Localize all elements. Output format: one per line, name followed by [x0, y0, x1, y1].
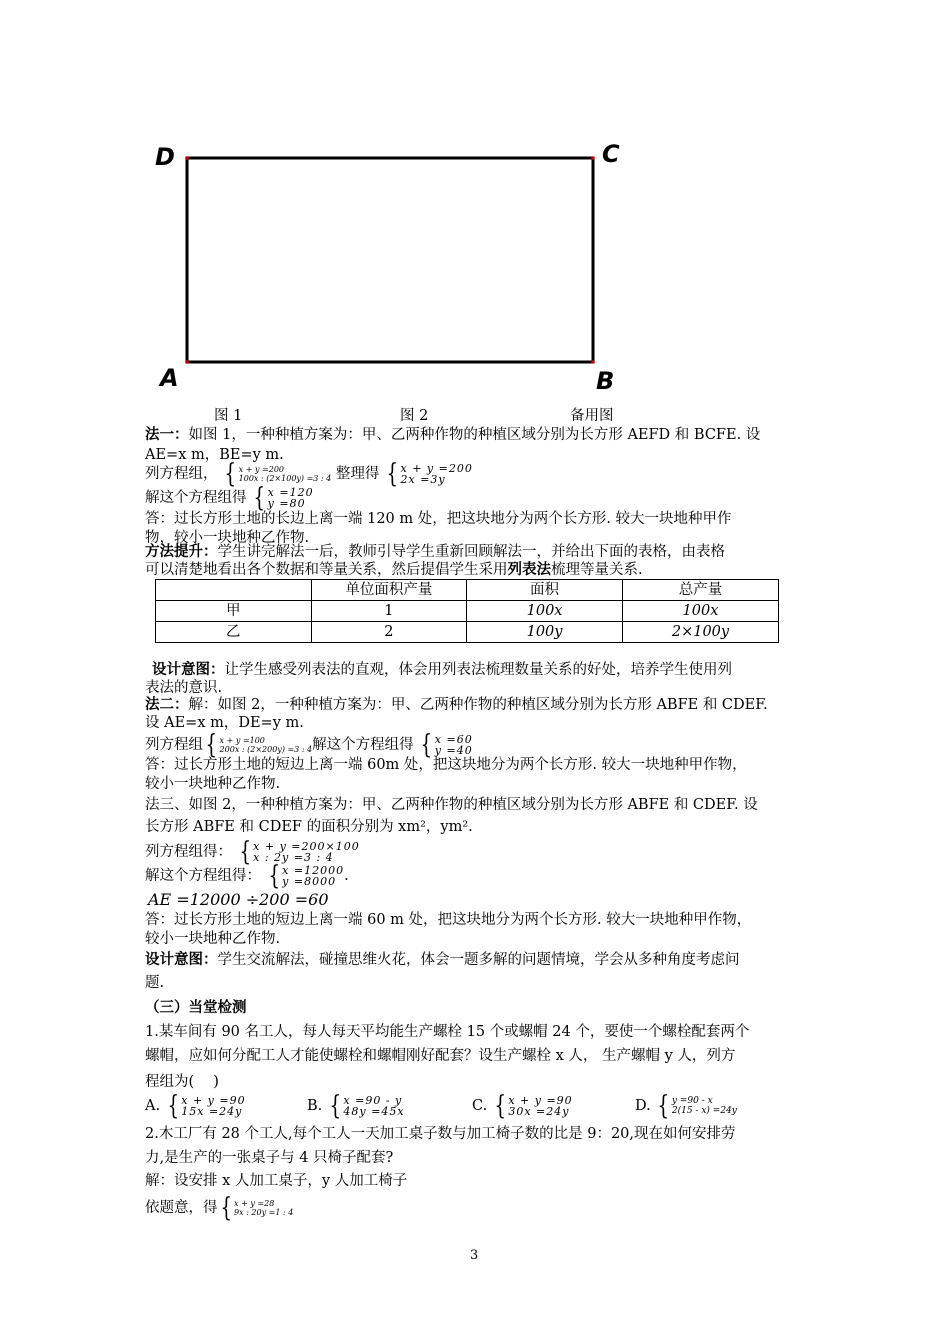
table-row: [156, 601, 779, 622]
fa3-line1: 法三、如图 2，一种种植方案为：甲、乙两种作物的种植区域分别为长方形 ABFE 和 CDEF. 设: [145, 797, 758, 813]
fa1-solution: { x =120 y =80: [253, 483, 314, 513]
table-cell: 100y: [467, 622, 623, 643]
q1-option-d: [635, 1091, 737, 1121]
q1-option-a-eq2: 15x =24y: [181, 1105, 243, 1118]
table-header-cell: 面积: [467, 580, 623, 601]
fa1-title: 法一：: [145, 426, 189, 443]
fa2-sol-y: y =40: [434, 744, 473, 757]
fa3-sol-end: .: [344, 868, 349, 884]
vertex-d: [185, 156, 189, 160]
fa3-setup: [145, 837, 360, 867]
q2-system: { x + y =28 9x : 20y =1 : 4: [219, 1193, 294, 1223]
intent1-line2: 表法的意识.: [145, 680, 223, 696]
fa2-answer-2: 较小一块地种乙作物.: [145, 776, 281, 792]
fa1-solve-label: 解这个方程组得: [145, 490, 247, 506]
q1-option-d-label: D.: [635, 1098, 651, 1114]
fa1-sys2-eq1: x + y =200: [400, 462, 473, 475]
q2-setup-label: 依题意，得: [145, 1200, 218, 1216]
caption-spare-figure: 备用图: [570, 408, 614, 424]
method-upgrade-text2c: 梳理等量关系.: [551, 562, 643, 578]
fa1-sol-x: x =120: [267, 486, 314, 499]
fa2-sys-eq2: 200x : (2×200y) =3 : 4: [219, 745, 313, 754]
q1-option-a: [145, 1091, 246, 1121]
table-cell: 甲: [156, 601, 312, 622]
q1-line1: 1.某车间有 90 名工人，每人每天平均能生产螺栓 15 个或螺帽 24 个，要使一个螺栓配套两个: [145, 1024, 750, 1040]
q2-line3: 解：设安排 x 人加工桌子，y 人加工椅子: [145, 1173, 408, 1189]
q1-option-c-system: { x + y =90 30x =24y: [494, 1091, 573, 1121]
corner-label-d: D: [155, 143, 175, 171]
fa2-sys-eq1: x + y =100: [219, 736, 265, 745]
fa3-solve-label: 解这个方程组得：: [145, 868, 261, 884]
fa2-line2: 设 AE=x m，DE=y m.: [145, 715, 304, 731]
page-number: 3: [470, 1248, 479, 1263]
table-cell: 2: [311, 622, 467, 643]
fa1-line1: [145, 425, 760, 445]
fa3-sol-y: y =8000: [282, 875, 337, 888]
q1-option-d-eq1: y =90 - x: [671, 1096, 713, 1106]
fa1-tidy-label: 整理得: [335, 466, 380, 482]
fa2-sol-x: x =60: [434, 733, 473, 746]
table-header-cell: 单位面积产量: [311, 580, 467, 601]
fa1-system-1: { x + y =200 100x : (2×100y) =3 : 4: [224, 459, 332, 489]
table-cell: 2×100y: [622, 622, 778, 643]
q1-option-d-system: { y =90 - x 2(15 - x) =24y: [657, 1091, 737, 1121]
q1-option-c-eq2: 30x =24y: [508, 1105, 570, 1118]
intent1-line1: [152, 660, 732, 680]
fa1-sys2-eq2: 2x =3y: [400, 473, 446, 486]
fa1-text: 如图 1，一种种植方案为：甲、乙两种作物的种植区域分别为长方形 AEFD 和 BCFE. 设: [188, 427, 761, 443]
table-row: [156, 622, 779, 643]
fa1-sys1-eq2: 100x : (2×100y) =3 : 4: [238, 474, 332, 483]
caption-figure-2: 图 2: [400, 408, 429, 424]
fa3-setup-label: 列方程组得：: [145, 844, 232, 860]
fa3-solution: { x =12000 y =8000: [268, 861, 345, 891]
intent2-line1: [145, 950, 740, 970]
fa2-title: 法二：: [145, 696, 189, 713]
q1-line2: 螺帽，应如何分配工人才能使螺栓和螺帽刚好配套？设生产螺栓 x 人， 生产螺帽 y 人，列方: [145, 1048, 736, 1064]
q1-option-d-eq2: 2(15 - x) =24y: [671, 1106, 737, 1116]
fa3-line2: 长方形 ABFE 和 CDEF 的面积分别为 xm²，ym².: [145, 819, 473, 835]
fa2-line1: [145, 695, 768, 715]
intent2-title: 设计意图：: [145, 951, 218, 968]
fa1-solve: [145, 483, 314, 513]
table-header-cell: [156, 580, 312, 601]
fa2-system: { x + y =100 200x : (2×200y) =3 : 4: [205, 730, 313, 760]
q1-option-b-label: B.: [307, 1098, 323, 1114]
fa3-sys-eq1: x + y =200×100: [253, 840, 360, 853]
section3-title: （三）当堂检测: [145, 999, 247, 1016]
q1-option-c-label: C.: [472, 1098, 488, 1114]
fa1-setup: [145, 459, 473, 489]
fa2-setup: [145, 730, 473, 760]
q2-setup: [145, 1193, 294, 1223]
fa1-answer-2: 物，较小一块地种乙作物.: [145, 530, 310, 546]
method-upgrade-line1: [145, 542, 725, 562]
q2-line1: 2.木工厂有 28 个工人,每个工人一天加工桌子数与加工椅子数的比是 9：20,现在如何安排劳: [145, 1126, 736, 1142]
fa3-calc: AE =12000 ÷200 =60: [148, 890, 329, 909]
fa2-solve-label: 解这个方程组得: [312, 737, 414, 753]
caption-figure-1: 图 1: [214, 408, 243, 424]
intent1-text: 让学生感受列表法的直观，体会用列表法梳理数量关系的好处，培养学生使用列: [224, 662, 732, 678]
vertex-b: [591, 360, 595, 364]
q1-option-a-eq1: x + y =90: [181, 1094, 246, 1107]
vertex-a: [185, 360, 189, 364]
intent1-title: 设计意图：: [152, 661, 225, 678]
intent2-text: 学生交流解法，碰撞思维火花，体会一题多解的问题情境，学会从多种角度考虑问: [217, 952, 740, 968]
fa2-text: 解：如图 2，一种种植方案为：甲、乙两种作物的种植区域分别为长方形 ABFE 和 CDEF.: [188, 697, 768, 713]
method-upgrade-text1: 学生讲完解法一后，教师引导学生重新回顾解法一，并给出下面的表格，由表格: [217, 544, 725, 560]
q1-option-a-system: { x + y =90 15x =24y: [167, 1091, 246, 1121]
method-upgrade-keyword: 列表法: [507, 561, 551, 578]
corner-label-c: C: [602, 140, 620, 168]
corner-label-a: A: [160, 364, 179, 392]
method-upgrade-text2a: 可以清楚地看出各个数据和等量关系，然后提倡学生采用: [145, 562, 508, 578]
intent2-line2: 题.: [145, 975, 165, 991]
q1-option-c: [472, 1091, 573, 1121]
data-table: [155, 579, 779, 643]
table-cell: 1: [311, 601, 467, 622]
fa1-line2: AE=x m，BE=y m.: [145, 447, 284, 463]
rectangle-abcd: [187, 158, 593, 362]
fa2-setup-label: 列方程组: [145, 737, 203, 753]
fa1-setup-label: 列方程组，: [145, 466, 218, 482]
table-cell: 乙: [156, 622, 312, 643]
q1-option-a-label: A.: [145, 1098, 161, 1114]
q1-option-b-eq1: x =90 - y: [343, 1094, 403, 1107]
fa3-solve: [145, 861, 349, 891]
table-header-row: [156, 580, 779, 601]
q1-option-b-eq2: 48y =45x: [343, 1105, 405, 1118]
vertex-c: [591, 156, 595, 160]
table-cell: 100x: [622, 601, 778, 622]
fa3-answer-2: 较小一块地种乙作物.: [145, 931, 281, 947]
fa1-sys1-eq1: x + y =200: [238, 465, 284, 474]
q2-sys-eq1: x + y =28: [234, 1199, 275, 1208]
fa3-sol-x: x =12000: [282, 864, 345, 877]
q1-option-b: [307, 1091, 405, 1121]
table-cell: 100x: [467, 601, 623, 622]
method-upgrade-title: 方法提升：: [145, 543, 218, 560]
table-header-cell: 总产量: [622, 580, 778, 601]
fa3-sys-eq2: x : 2y =3 : 4: [253, 851, 334, 864]
corner-label-b: B: [596, 367, 615, 395]
q1-line3: 程组为( ): [145, 1074, 219, 1090]
fa1-sol-y: y =80: [267, 497, 306, 510]
fa1-system-2: { x + y =200 2x =3y: [386, 459, 473, 489]
q1-option-b-system: { x =90 - y 48y =45x: [329, 1091, 405, 1121]
fa1-answer-1: 答：过长方形土地的长边上离一端 120 m 处，把这块地分为两个长方形. 较大一块地种甲作: [145, 511, 732, 527]
fa3-system: { x + y =200×100 x : 2y =3 : 4: [239, 837, 360, 867]
q1-options: [145, 1091, 805, 1121]
fa2-answer-1: 答：过长方形土地的短边上离一端 60m 处，把这块地分为两个长方形. 较大一块地种甲作物，: [145, 757, 747, 773]
q2-sys-eq2: 9x : 20y =1 : 4: [234, 1208, 294, 1217]
rectangle-figure: [150, 135, 630, 395]
fa2-solution: { x =60 y =40: [420, 730, 473, 760]
method-upgrade-line2: [145, 560, 643, 580]
fa3-answer-1: 答：过长方形土地的短边上离一端 60 m 处，把这块地分为两个长方形. 较大一块地种甲作物，: [145, 912, 752, 928]
q1-option-c-eq1: x + y =90: [508, 1094, 573, 1107]
q2-line2: 力,是生产的一张桌子与 4 只椅子配套?: [145, 1150, 394, 1166]
